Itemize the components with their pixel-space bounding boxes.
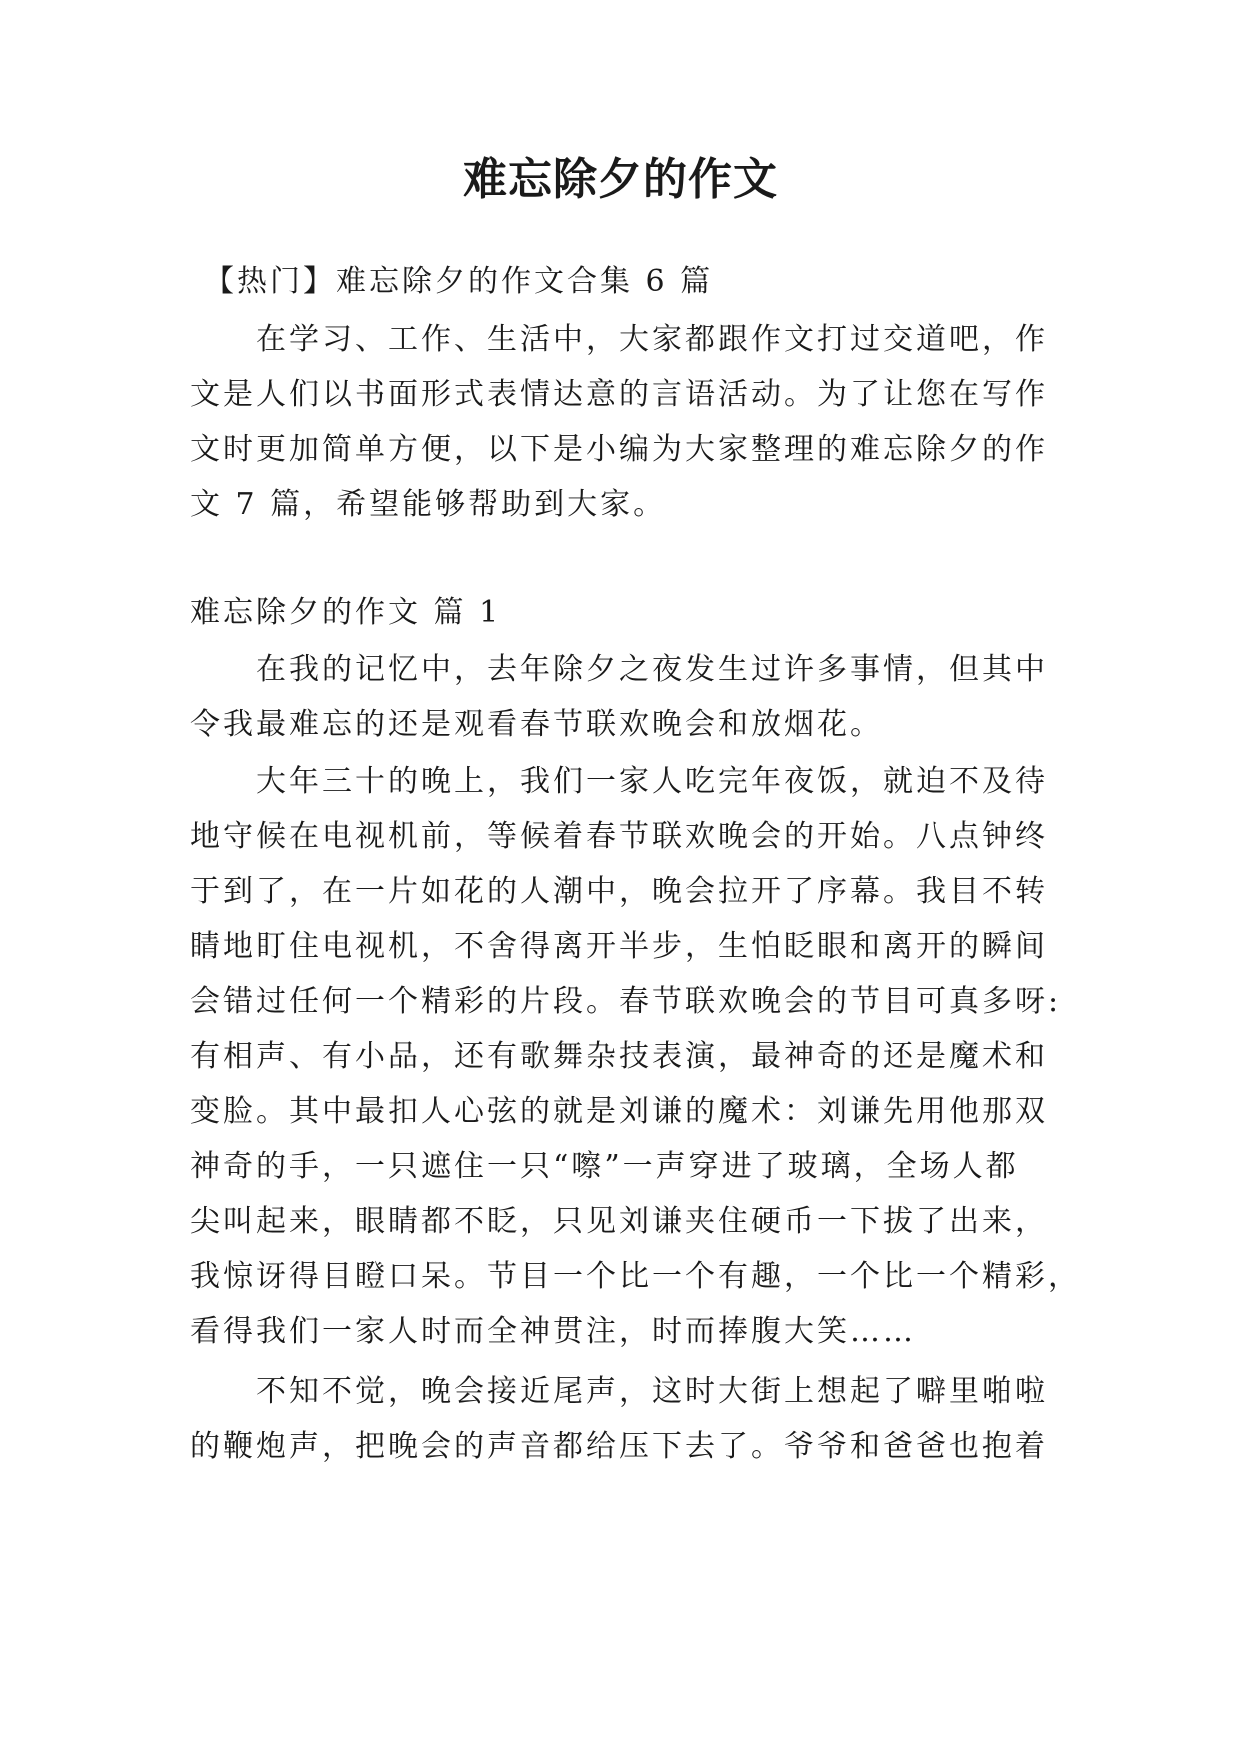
paragraph-line: 令我最难忘的还是观看春节联欢晚会和放烟花。 (190, 707, 883, 742)
intro-line: 在学习、工作、生活中，大家都跟作文打过交道吧，作 (256, 322, 1048, 357)
paragraph-line: 尖叫起来，眼睛都不眨，只见刘谦夹住硬币一下拔了出来， (190, 1204, 1048, 1239)
paragraph-line: 在我的记忆中，去年除夕之夜发生过许多事情，但其中 (256, 652, 1048, 687)
section-heading: 难忘除夕的作文 篇 1 (190, 595, 502, 630)
paragraph-line: 的鞭炮声，把晚会的声音都给压下去了。爷爷和爸爸也抱着 (190, 1429, 1048, 1464)
paragraph-line: 神奇的手，一只遮住一只“嚓”一声穿进了玻璃，全场人都 (190, 1149, 1019, 1184)
paragraph-line: 地守候在电视机前，等候着春节联欢晚会的开始。八点钟终 (190, 819, 1048, 854)
intro-line: 文是人们以书面形式表情达意的言语活动。为了让您在写作 (190, 377, 1048, 412)
document-title: 难忘除夕的作文 (463, 154, 778, 205)
paragraph-line: 会错过任何一个精彩的片段。春节联欢晚会的节目可真多呀: (190, 984, 1062, 1019)
paragraph-line: 不知不觉，晚会接近尾声，这时大街上想起了噼里啪啦 (256, 1374, 1048, 1409)
paragraph-line: 于到了，在一片如花的人潮中，晚会拉开了序幕。我目不转 (190, 874, 1048, 909)
intro-line: 文时更加简单方便，以下是小编为大家整理的难忘除夕的作 (190, 432, 1048, 467)
paragraph-line: 看得我们一家人时而全神贯注，时而捧腹大笑…… (190, 1314, 916, 1349)
paragraph-line: 睛地盯住电视机，不舍得离开半步，生怕眨眼和离开的瞬间 (190, 929, 1048, 964)
document-subtitle: 【热门】难忘除夕的作文合集 6 篇 (204, 264, 714, 299)
paragraph-line: 有相声、有小品，还有歌舞杂技表演，最神奇的还是魔术和 (190, 1039, 1048, 1074)
paragraph-line: 我惊讶得目瞪口呆。节目一个比一个有趣，一个比一个精彩， (190, 1259, 1081, 1294)
paragraph-line: 变脸。其中最扣人心弦的就是刘谦的魔术：刘谦先用他那双 (190, 1094, 1048, 1129)
paragraph-line: 大年三十的晚上，我们一家人吃完年夜饭，就迫不及待 (256, 764, 1048, 799)
intro-line: 文 7 篇，希望能够帮助到大家。 (190, 487, 667, 522)
